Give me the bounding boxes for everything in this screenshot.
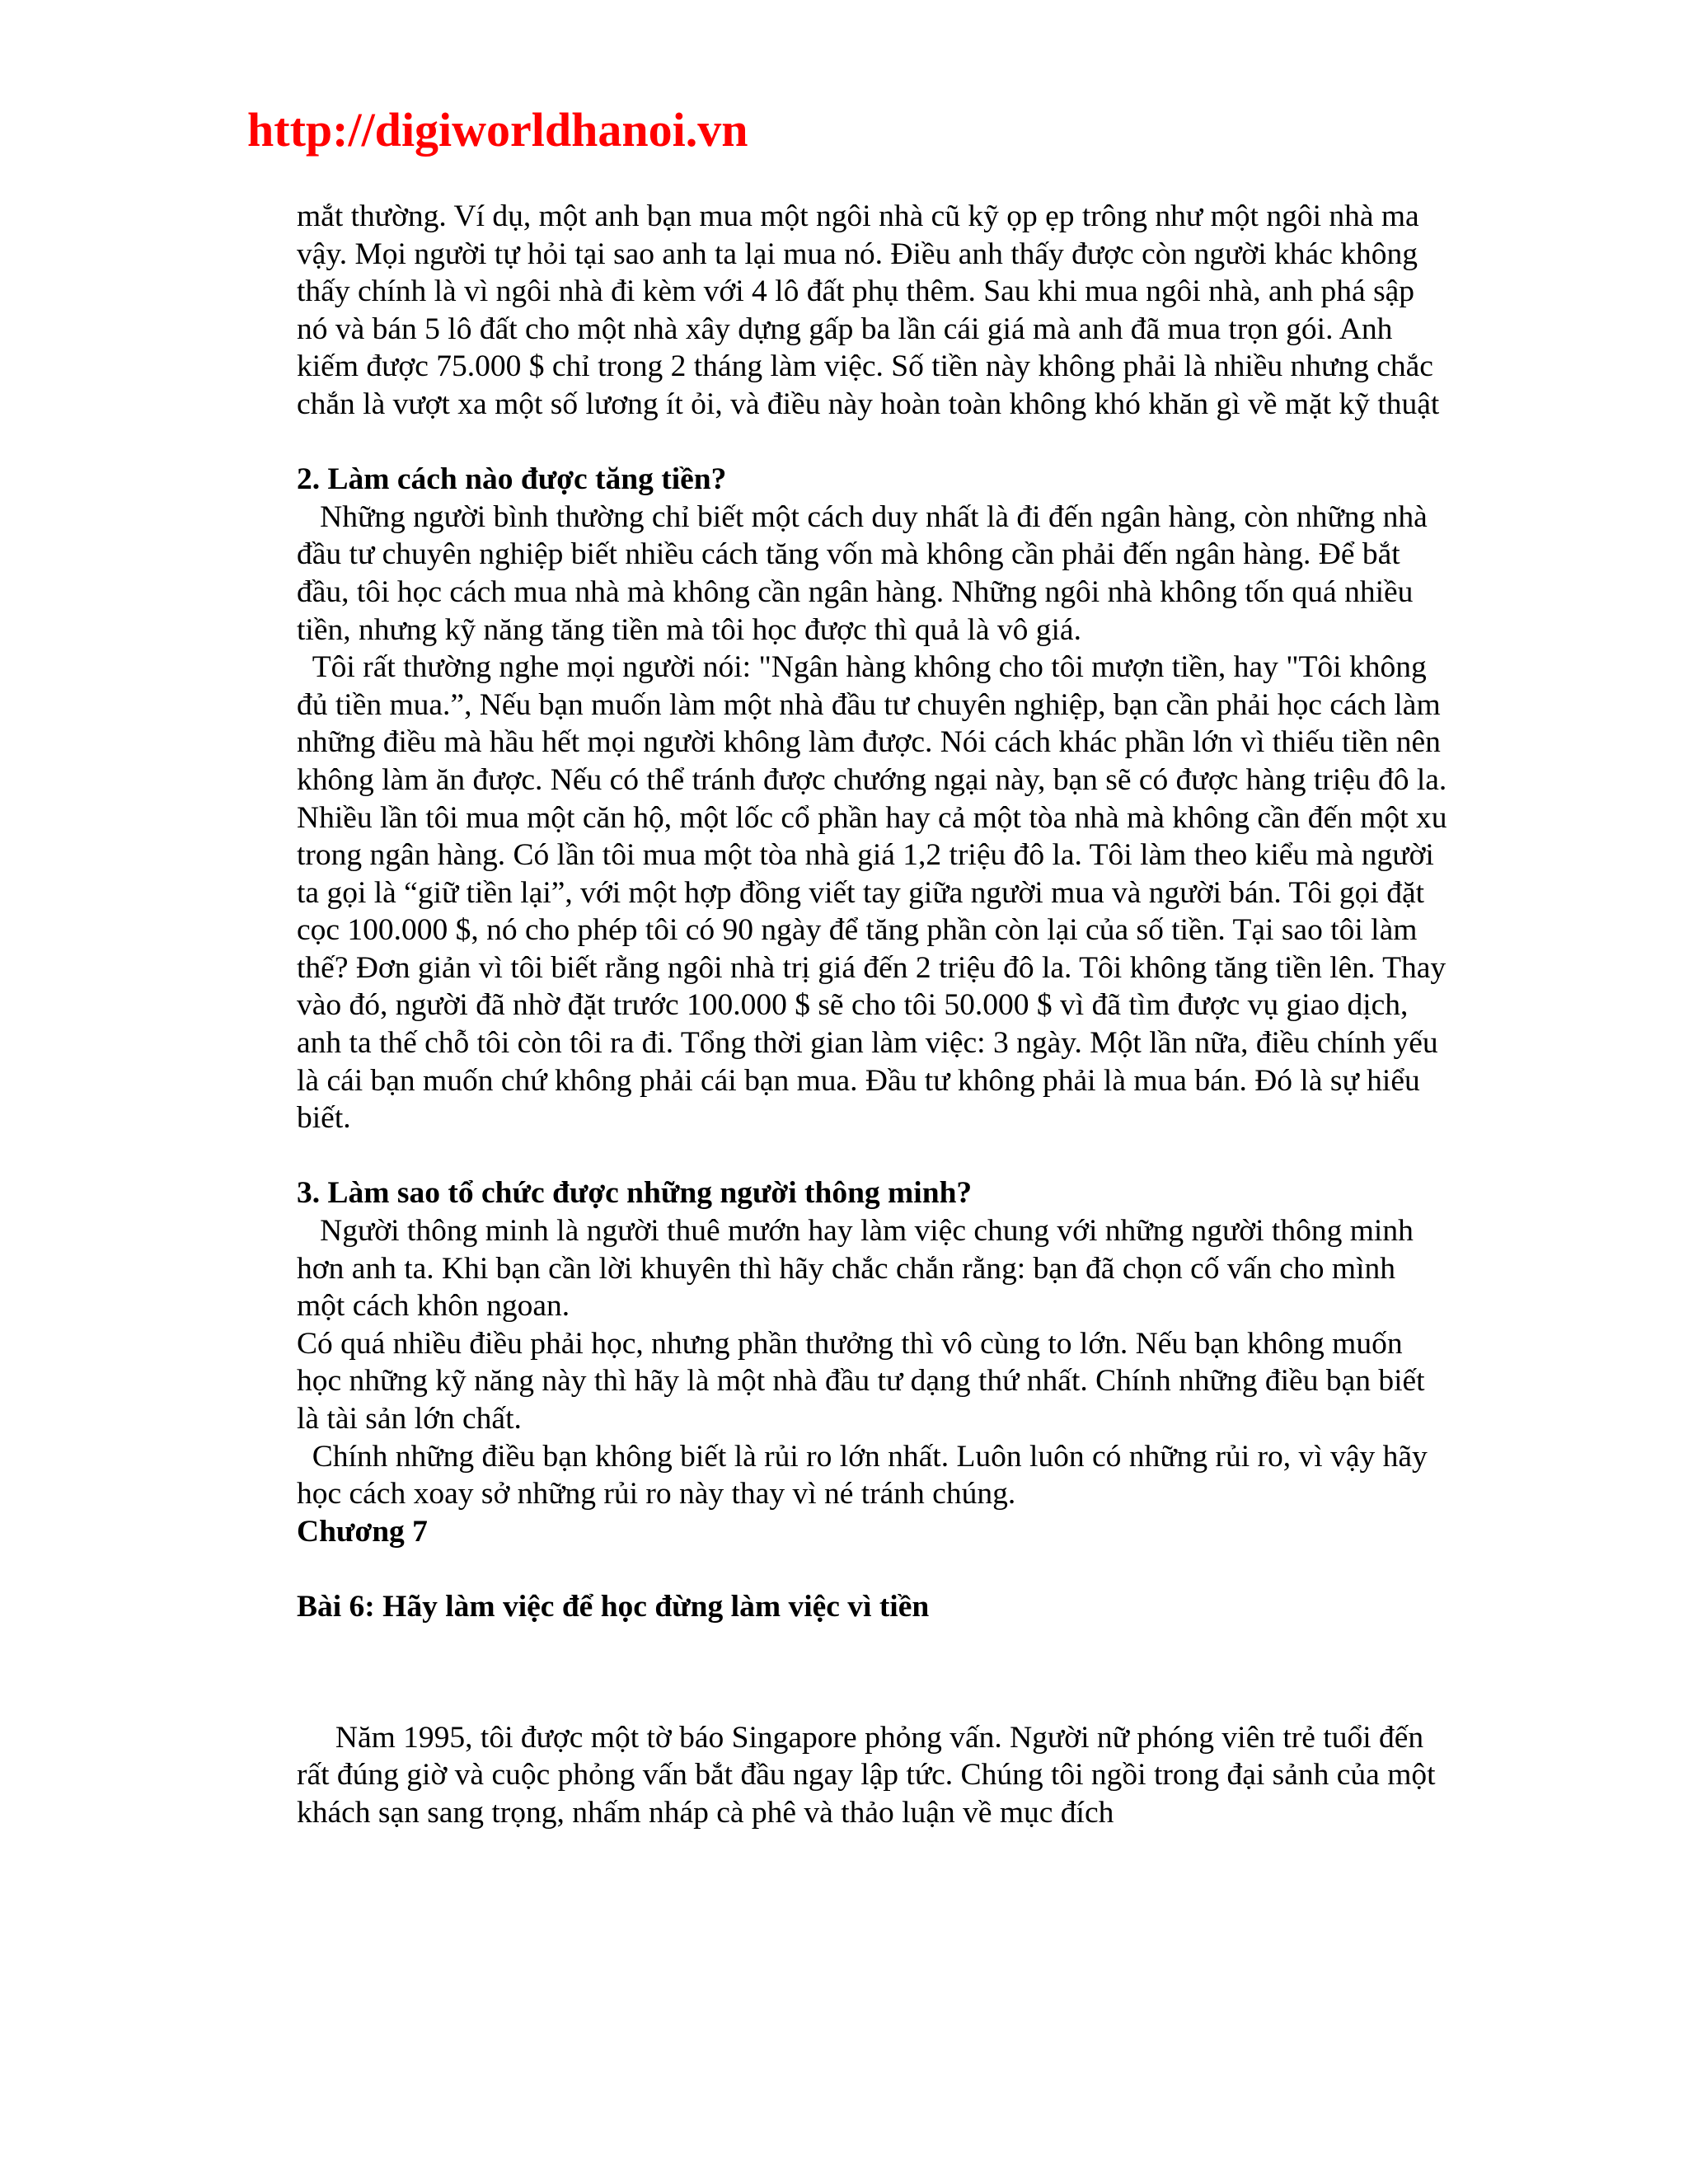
document-body: [297, 198, 1455, 1831]
spacer: [297, 1137, 1451, 1175]
section-3-heading: 3. Làm sao tổ chức được những người thông minh?: [297, 1176, 973, 1211]
spacer: [297, 1550, 1451, 1588]
spacer: [297, 424, 1451, 462]
section-2-paragraph-1: Những người bình thường chỉ biết một cách duy nhất là đi đến ngân hàng, còn những nhà đầu tư chuyên nghiệp biết nhiều cách tăng vốn mà không cần phải đến ngân hàng. Để bắt đầu, tôi học cách mua nhà mà không cần ngân hàng. Những ngôi nhà không tốn quá nhiều tiền, nhưng kỹ năng tăng tiền mà tôi học được thì quả là vô giá.: [297, 499, 1436, 647]
section-3-paragraph-1: Người thông minh là người thuê mướn hay làm việc chung với những người thông minh hơn anh ta. Khi bạn cần lời khuyên thì hãy chắc chắn rằng: bạn đã chọn cố vấn cho mình một cách khôn ngoan.: [297, 1214, 1422, 1324]
intro-paragraph: mắt thường. Ví dụ, một anh bạn mua một ngôi nhà cũ kỹ ọp ẹp trông như một ngôi nhà ma vậy. Mọi người tự hỏi tại sao anh ta lại mua nó. Điều anh thấy được còn người khác không thấy chính là vì ngôi nhà đi kèm với 4 lô đất phụ thêm. Sau khi mua ngôi nhà, anh phá sập nó và bán 5 lô đất cho một nhà xây dựng gấp ba lần cái giá mà anh đã mua trọn gói. Anh kiếm được 75.000 $ chỉ trong 2 tháng làm việc. Số tiền này không phải là nhiều nhưng chắc chắn là vượt xa một số lương ít ỏi, và điều này hoàn toàn không khó khăn gì về mặt kỹ thuật: [297, 199, 1440, 421]
website-header-link[interactable]: http://digiworldhanoi.vn: [247, 103, 748, 157]
spacer: [297, 1701, 1451, 1719]
spacer: [297, 1626, 1451, 1701]
section-3-paragraph-2: Có quá nhiều điều phải học, nhưng phần thưởng thì vô cùng to lớn. Nếu bạn không muốn học những kỹ năng này thì hãy là một nhà đầu tư dạng thứ nhất. Chính những điều bạn biết là tài sản lớn chất.: [297, 1326, 1425, 1436]
section-3-paragraph-3: Chính những điều bạn không biết là rủi ro lớn nhất. Luôn luôn có những rủi ro, vì vậy hãy học cách xoay sở những rủi ro này thay vì né tránh chúng.: [297, 1439, 1436, 1511]
section-2-heading: 2. Làm cách nào được tăng tiền?: [297, 462, 727, 497]
section-2-paragraph-2: Tôi rất thường nghe mọi người nói: "Ngân hàng không cho tôi mượn tiền, hay "Tôi không đủ tiền mua.”, Nếu bạn muốn làm một nhà đầu tư chuyên nghiệp, bạn cần phải học cách làm những điều mà hầu hết mọi người không làm được. Nói cách khác phần lớn vì thiếu tiền nên không làm ăn được. Nếu có thể tránh được chướng ngại này, bạn sẽ có được hàng triệu đô la. Nhiều lần tôi mua một căn hộ, một lốc cổ phần hay cả một tòa nhà mà không cần đến một xu trong ngân hàng. Có lần tôi mua một tòa nhà giá 1,2 triệu đô la. Tôi làm theo kiểu mà người ta gọi là “giữ tiền lại”, với một hợp đồng viết tay giữa người mua và người bán. Tôi gọi đặt cọc 100.000 $, nó cho phép tôi có 90 ngày để tăng phần còn lại của số tiền. Tại sao tôi làm thế? Đơn giản vì tôi biết rằng ngôi nhà trị giá đến 2 triệu đô la. Tôi không tăng tiền lên. Thay vào đó, người đã nhờ đặt trước 100.000 $ sẽ cho tôi 50.000 $ vì đã tìm được vụ giao dịch, anh ta thế chỗ tôi còn tôi ra đi. Tổng thời gian làm việc: 3 ngày. Một lần nữa, điều chính yếu là cái bạn muốn chứ không phải cái bạn mua. Đầu tư không phải là mua bán. Đó là sự hiểu biết.: [297, 650, 1455, 1136]
chapter-paragraph-1: Năm 1995, tôi được một tờ báo Singapore phỏng vấn. Người nữ phóng viên trẻ tuổi đến rất đúng giờ và cuộc phỏng vấn bắt đầu ngay lập tức. Chúng tôi ngồi trong đại sảnh của một khách sạn sang trọng, nhấm nháp cà phê và thảo luận về mục đích: [297, 1720, 1443, 1830]
chapter-heading: Chương 7: [297, 1514, 428, 1549]
lesson-heading: Bài 6: Hãy làm việc để học đừng làm việc vì tiền: [297, 1589, 930, 1624]
